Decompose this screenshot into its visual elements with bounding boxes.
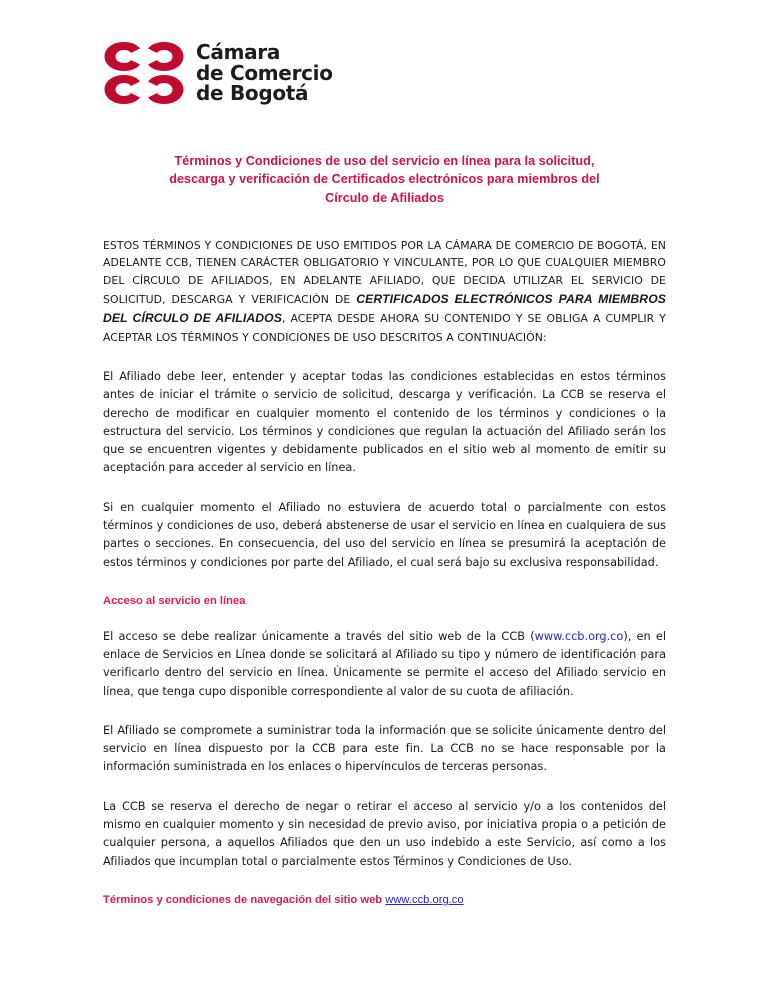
document-body [103, 152, 666, 909]
page-title [103, 152, 666, 207]
paragraph-intro [103, 237, 666, 347]
page-title-line-2: descarga y verificación de Certificados electrónicos para miembros del [169, 172, 600, 187]
section-heading-navegacion-text: Términos y condiciones de navegación del sitio web [103, 893, 386, 906]
page-title-line-1: Términos y Condiciones de uso del servicio en línea para la solicitud, [174, 154, 595, 168]
paragraph-4 [103, 628, 666, 701]
paragraph-6: La CCB se reserva el derecho de negar o retirar el acceso al servicio y/o a los contenidos del mismo en cualquier momento y sin necesidad de previo aviso, por iniciativa propia o a petición de cualquier persona, a aquellos Afiliados que den un uso indebido a este Servicio, así como a los Afiliados que incumplan total o parcialmente estos Términos y Condiciones de Uso. [103, 799, 666, 868]
ccb-logo-line-2: de Comercio [196, 60, 333, 85]
paragraph-intro-part-1: ESTOS TÉRMINOS Y CONDICIONES DE USO EMITIDOS POR LA CÁMARA DE COMERCIO DE BOGOTÁ, EN ADELANTE CCB, TIENEN CARÁCTER OBLIGATORIO Y VINCULANTE, POR LO QUE CUALQUIER MIEMBRO DEL CÍRCULO DE AFILIADOS, EN ADELANTE AFILIADO, QUE DECIDA UTILIZAR EL SERVICIO DE SOLICITUD, DESCARGA Y VERIFICACIÓN DE [103, 238, 666, 306]
page-title-line-3: Círculo de Afiliados [325, 190, 444, 205]
paragraph-intro-emphasis: CERTIFICADOS ELECTRÓNICOS PARA MIEMBROS DEL CÍRCULO DE AFILIADOS [103, 291, 667, 326]
ccb-logo-line-1: Cámara [196, 40, 281, 65]
ccb-website-link-inline[interactable]: www.ccb.org.co [534, 629, 624, 643]
paragraph-2: El Afiliado debe leer, entender y aceptar todas las condiciones establecidas en estos términos antes de iniciar el trámite o servicio de solicitud, descarga y verificación. La CCB se reserva el derecho de modificar en cualquier momento el contenido de los términos y condiciones o la estructura del servicio. Los términos y condiciones que regulan la actuación del Afiliado serán los que se encuentren vigentes y debidamente publicados en el sitio web al momento de emitir su aceptación para acceder al servicio en línea. [103, 369, 666, 475]
paragraph-3: Si en cualquier momento el Afiliado no estuviera de acuerdo total o parcialmente con estos términos y condiciones de uso, deberá abstenerse de usar el servicio en línea en cualquiera de sus partes o secciones. En consecuencia, del uso del servicio en línea se presumirá la aceptación de estos términos y condiciones por parte del Afiliado, el cual será bajo su exclusiva responsabilidad. [103, 500, 666, 569]
paragraph-4-part-1: El acceso se debe realizar únicamente a través del sitio web de la CCB ( [103, 629, 535, 643]
section-heading-acceso: Acceso al servicio en línea [103, 594, 246, 607]
paragraph-5: El Afiliado se compromete a suministrar toda la información que se solicite únicamente dentro del servicio en línea dispuesto por la CCB para este fin. La CCB no se hace responsable por la información suministrada en los enlaces o hipervínculos de terceras personas. [103, 723, 666, 774]
paragraph-intro-part-2: , ACEPTA DESDE AHORA SU CONTENIDO Y SE OBLIGA A CUMPLIR Y ACEPTAR LOS TÉRMINOS Y CONDICIONES DE USO DESCRITOS A CONTINUACIÓN: [103, 312, 666, 345]
section-heading-navegacion [103, 892, 666, 909]
ccb-website-link-navegacion[interactable]: www.ccb.org.co [385, 893, 464, 906]
paragraph-4-part-2: ), en el enlace de Servicios en Línea donde se solicitará al Afiliado su tipo y número de identificación para verificarlo dentro del servicio en línea. Únicamente se permite el acceso del Afiliado servicio en línea, que tenga cupo disponible correspondiente al valor de su cuota de afiliación. [103, 629, 666, 698]
ccb-logo-line-3: de Bogotá [196, 81, 309, 106]
ccb-logo [103, 40, 333, 106]
ccb-logo-wordmark [196, 40, 333, 106]
ccb-four-c-logo-icon [103, 40, 185, 106]
